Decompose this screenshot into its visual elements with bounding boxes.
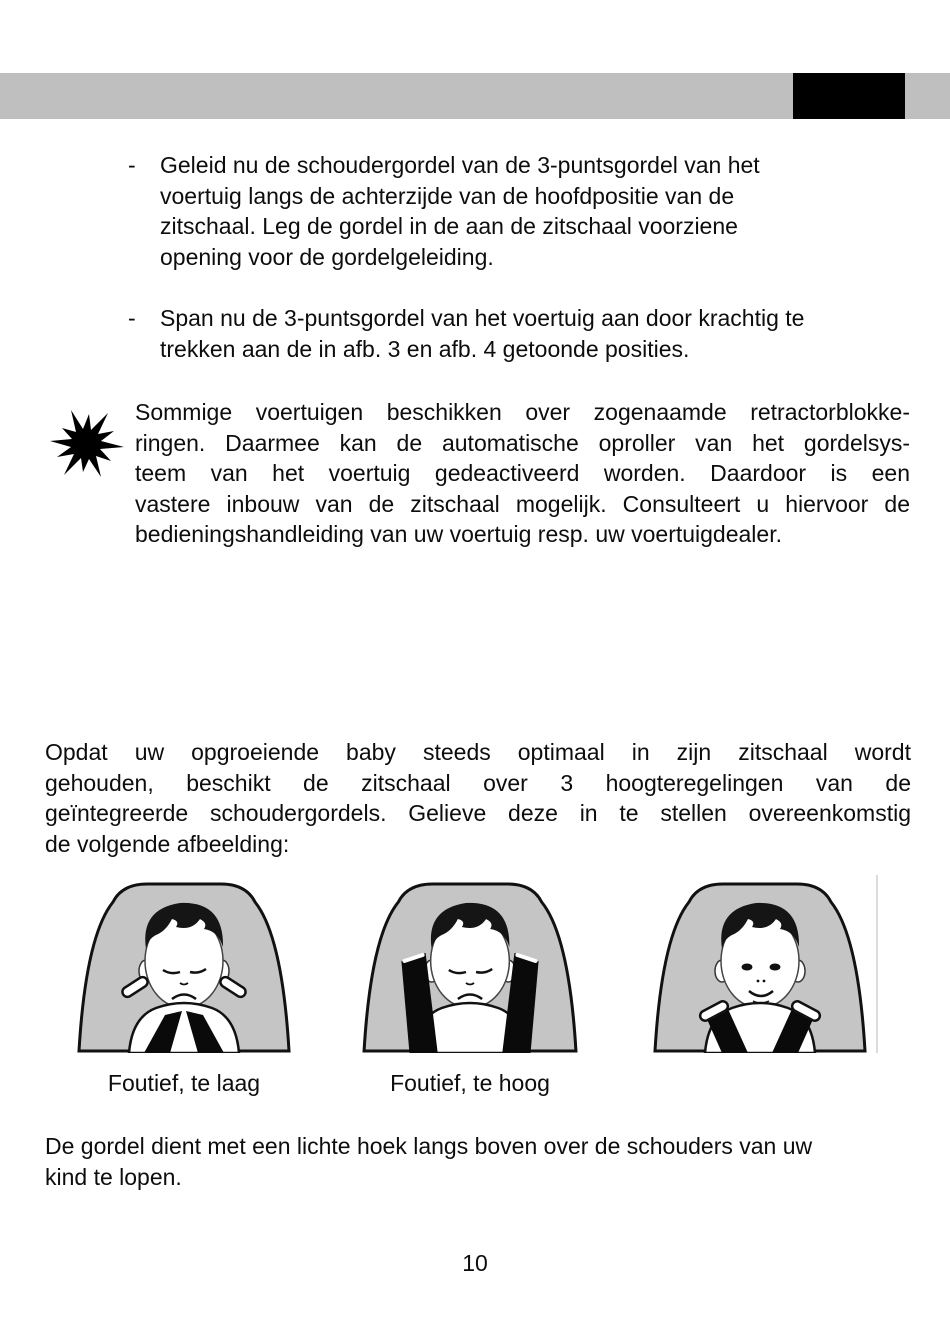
text-line: Opdat uw opgroeiende baby steeds optimaal in zijn zitschaal wordt <box>45 739 911 765</box>
starburst-icon-svg <box>45 406 127 482</box>
instruction-bullet-1 <box>128 150 760 272</box>
bullet-text <box>160 303 804 364</box>
text-line: trekken aan de in afb. 3 en afb. 4 getoonde posities. <box>160 335 690 362</box>
text-line: gehouden, beschikt de zitschaal over 3 hoogteregelingen van de <box>45 769 911 796</box>
starburst-icon <box>45 406 127 482</box>
text-line: zitschaal. Leg de gordel in de aan de zitschaal voorziene <box>160 213 738 239</box>
header-black-tab <box>793 73 905 119</box>
page-number: 10 <box>462 1250 488 1276</box>
text-line: De gordel dient met een lichte hoek langs boven over de schouders van uw <box>45 1133 813 1159</box>
text-line: bedieningshandleiding van uw voertuig resp. uw voertuigdealer. <box>135 521 782 547</box>
figure-belt-correct <box>648 875 878 1053</box>
bullet-marker: - <box>128 152 136 178</box>
nose <box>763 980 766 983</box>
text-line: kind te lopen. <box>45 1163 182 1190</box>
text-line: Sommige voertuigen beschikken over zogenaamde retractorblokke- <box>135 399 910 425</box>
belt-too-low-illustration <box>72 875 296 1053</box>
text-line: Geleid nu de schoudergordel van de 3-puntsgordel van het <box>160 152 760 178</box>
text-line: de volgende afbeelding: <box>45 830 290 857</box>
text-line: teem van het voertuig gedeactiveerd worden. Daardoor is een <box>135 460 910 486</box>
bullet-marker: - <box>128 305 136 331</box>
caption-too-low: Foutief, te laag <box>107 1070 261 1096</box>
figure-belt-too-low <box>72 875 296 1053</box>
bullet-text <box>160 150 760 272</box>
height-adjustment-paragraph <box>45 737 911 859</box>
starburst-shape <box>50 410 124 477</box>
text-line: vastere inbouw van de zitschaal mogelijk. Consulteert u hiervoor de <box>135 490 910 517</box>
figure-belt-too-high <box>357 875 583 1053</box>
caption-too-high: Foutief, te hoog <box>390 1070 550 1096</box>
belt-angle-paragraph <box>45 1131 911 1192</box>
text-line: Span nu de 3-puntsgordel van het voertuig aan door krachtig te <box>160 305 805 331</box>
text-line: voertuig langs de achterzijde van de hoofdpositie van de <box>160 182 735 209</box>
warning-paragraph <box>135 397 910 550</box>
nose <box>757 980 760 983</box>
eye-open <box>742 964 753 971</box>
text-line: geïntegreerde schoudergordels. Gelieve deze in te stellen overeenkomstig <box>45 800 911 826</box>
belt-correct-illustration <box>648 875 872 1053</box>
eye-open <box>770 964 781 971</box>
header-bar <box>0 73 950 119</box>
instruction-bullet-2 <box>128 303 804 364</box>
text-line: ringen. Daarmee kan de automatische oproller van het gordelsys- <box>135 429 910 456</box>
belt-too-high-illustration <box>357 875 583 1053</box>
figures-row <box>0 875 950 1053</box>
text-line: opening voor de gordelgeleiding. <box>160 243 494 270</box>
